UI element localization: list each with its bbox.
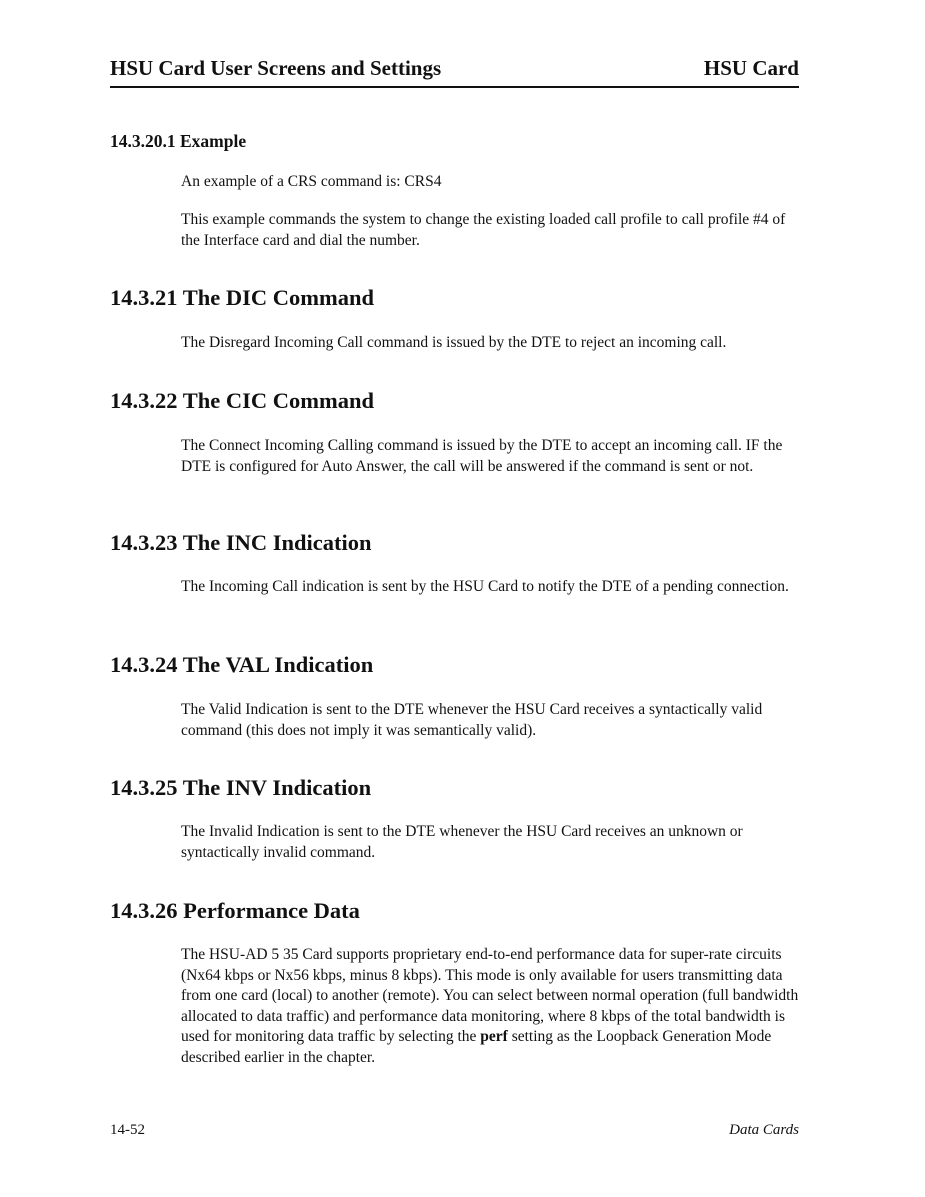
- header-section: HSU Card: [703, 56, 799, 80]
- heading-inc-indication: 14.3.23 The INC Indication: [110, 530, 372, 555]
- heading-cic-command: 14.3.22 The CIC Command: [110, 388, 374, 413]
- heading-inv-indication: 14.3.25 The INV Indication: [110, 775, 372, 800]
- paragraph-text: The Valid Indication is sent to the DTE whenever the HSU Card receives a syntactically valid command (this does not imply it was semantically valid).: [181, 701, 763, 739]
- header-title: HSU Card User Screens and Settings: [110, 56, 442, 80]
- heading-example: 14.3.20.1 Example: [110, 131, 247, 151]
- paragraph-text: [181, 945, 806, 1068]
- paragraph-text: The Connect Incoming Calling command is issued by the DTE to accept an incoming call. IF the DTE is configured for Auto Answer, the call will be answered if the command is sent or not.: [181, 437, 783, 475]
- page-number: 14-52: [110, 1122, 145, 1138]
- paragraph-dic: [181, 333, 806, 354]
- paragraph-text: An example of a CRS command is: CRS4: [181, 173, 442, 190]
- paragraph-example-1: [181, 172, 806, 193]
- paragraph-text: The Invalid Indication is sent to the DTE whenever the HSU Card receives an unknown or syntactically invalid command.: [181, 823, 743, 861]
- paragraph-val: [181, 700, 806, 741]
- paragraph-inc: [181, 577, 806, 598]
- text-run: The HSU-AD 5 35 Card supports proprietary end-to-end performance data for super-rate circuits (Nx64 kbps or Nx56 kbps, minus 8 kbps). This mode is only available for users transmitting data from one card (local) to another (remote). You can select between normal operation (full bandwidth allocated to data traffic) and performance data monitoring, where 8 kbps of the total bandwidth is used for monitoring data traffic by selecting the: [181, 946, 799, 1045]
- chapter-title: Data Cards: [729, 1122, 799, 1138]
- paragraph-text: The Disregard Incoming Call command is issued by the DTE to reject an incoming call.: [181, 334, 727, 351]
- heading-performance-data: 14.3.26 Performance Data: [110, 898, 360, 923]
- heading-dic-command: 14.3.21 The DIC Command: [110, 285, 374, 310]
- paragraph-text: The Incoming Call indication is sent by the HSU Card to notify the DTE of a pending connection.: [181, 578, 789, 595]
- running-header: [110, 56, 799, 88]
- paragraph-cic: [181, 436, 806, 477]
- text-run: setting as the Loopback Generation Mode described earlier in the chapter.: [181, 1028, 772, 1066]
- heading-val-indication: 14.3.24 The VAL Indication: [110, 652, 374, 677]
- paragraph-inv: [181, 822, 806, 863]
- perf-setting-term: perf: [480, 1028, 508, 1045]
- paragraph-example-2: [181, 210, 806, 251]
- paragraph-text: This example commands the system to change the existing loaded call profile to call profile #4 of the Interface card and dial the number.: [181, 211, 786, 249]
- paragraph-performance: [181, 945, 806, 1068]
